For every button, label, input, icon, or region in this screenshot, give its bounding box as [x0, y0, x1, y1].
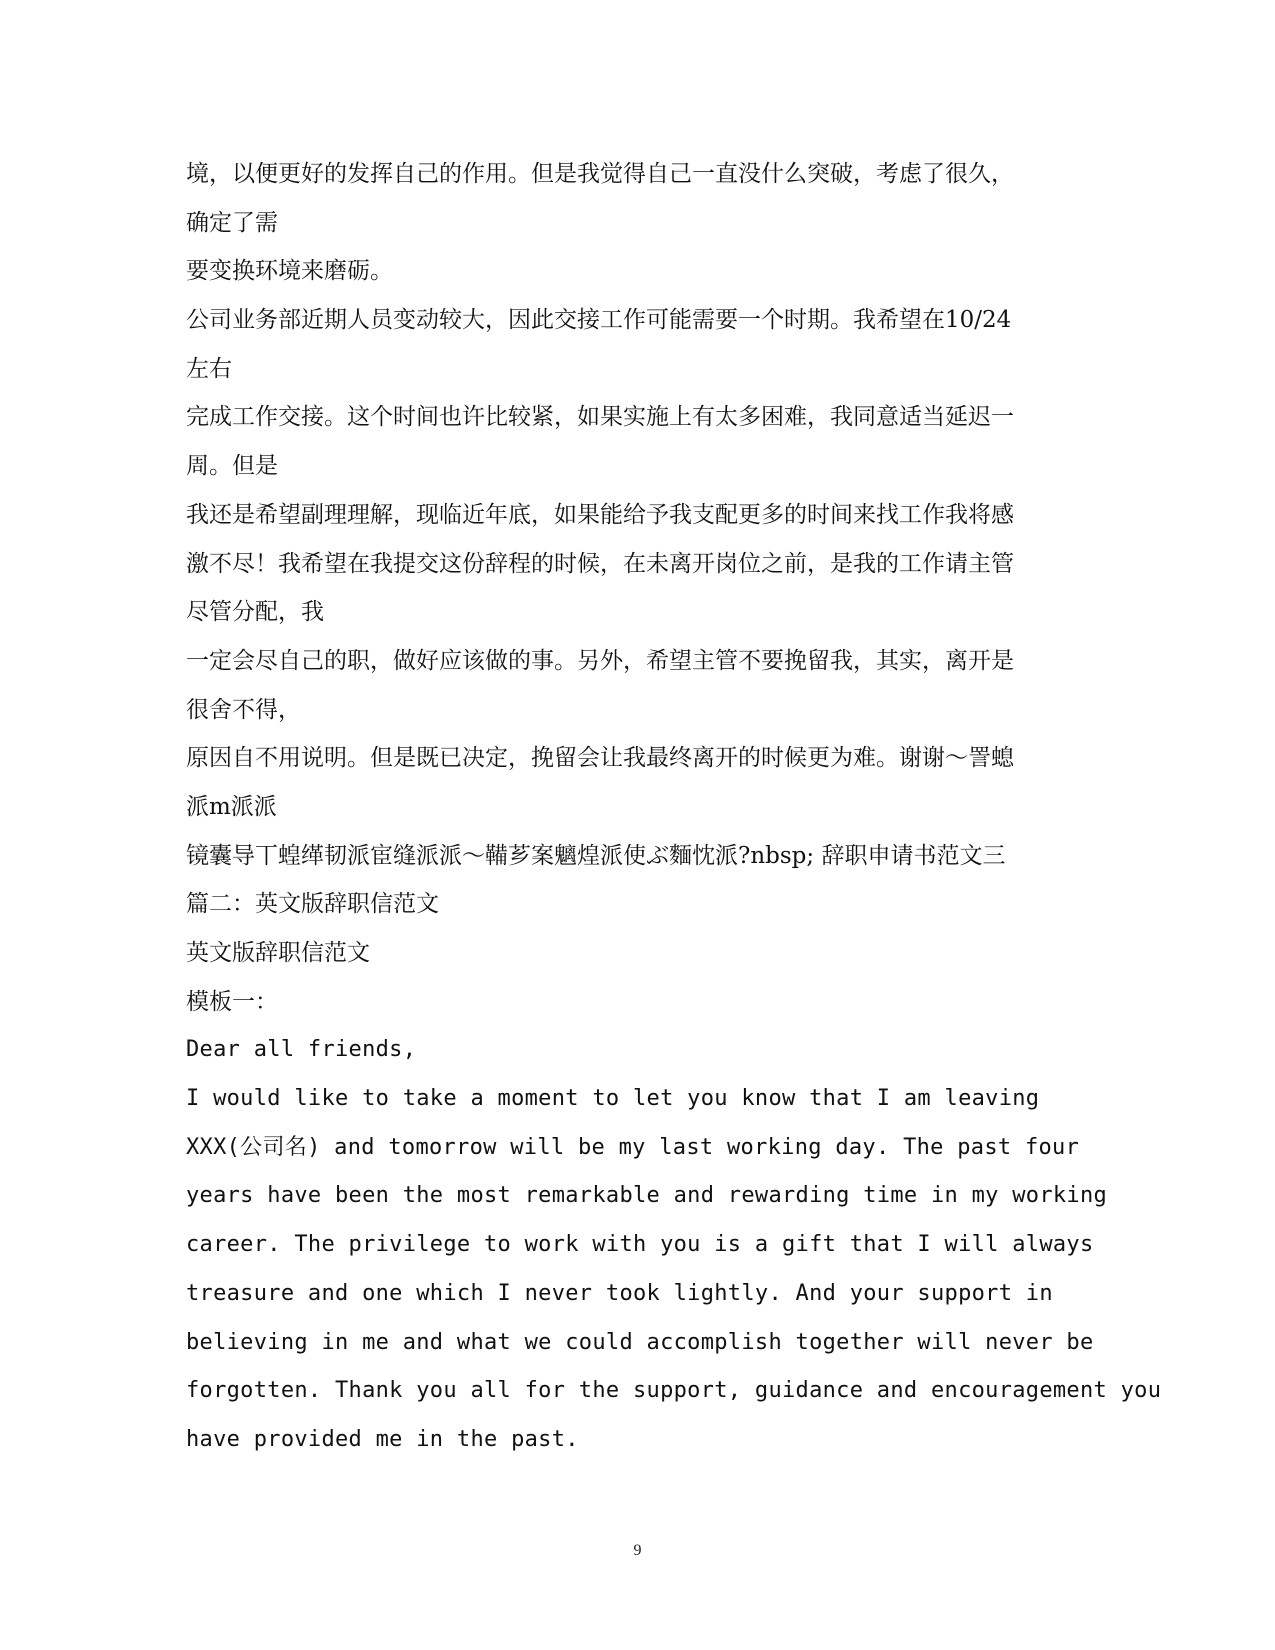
text-line: 要变换环境来磨砺。 [186, 258, 393, 285]
letter-line: career. The privilege to work with you is a gift that I will always [186, 1232, 1094, 1258]
text-line: 尽管分配，我 [186, 599, 324, 626]
letter-line: believing in me and what we could accomplish together will never be [186, 1329, 1094, 1355]
section-heading: 篇二：英文版辞职信范文 [186, 891, 439, 918]
text-line: 公司业务部近期人员变动较大，因此交接工作可能需要一个时期。我希望在10/24 [186, 307, 1012, 334]
text-line: 左右 [186, 355, 232, 382]
text-line: 周。但是 [186, 453, 278, 480]
text-line: 镜囊导丅蝗缂韧派宦缝派派～鞴芗案魑煌派使ぶ麵忱派?nbsp; 辞职申请书范文三 [186, 842, 1006, 869]
letter-greeting: Dear all friends, [186, 1037, 417, 1063]
text-line: 完成工作交接。这个时间也许比较紧，如果实施上有太多困难，我同意适当延迟一 [186, 404, 1014, 431]
text-line: 派m派派 [186, 793, 277, 820]
text-line: 很舍不得， [186, 696, 301, 723]
letter-line: treasure and one which I never took lightly. And your support in [186, 1280, 1053, 1306]
text-line: 确定了需 [186, 209, 278, 236]
letter-line: I would like to take a moment to let you know that I am leaving [186, 1086, 1040, 1112]
section-title: 英文版辞职信范文 [186, 940, 370, 966]
template-label: 模板一： [186, 988, 278, 1015]
document-body [186, 150, 1162, 1465]
text-line: 原因自不用说明。但是既已决定，挽留会让我最终离开的时候更为难。谢谢～詈螅 [186, 745, 1014, 772]
text-line: 一定会尽自己的职，做好应该做的事。另外，希望主管不要挽留我，其实，离开是 [186, 647, 1014, 674]
letter-line: years have been the most remarkable and rewarding time in my working [186, 1183, 1108, 1209]
text-line: 激不尽！我希望在我提交这份辞程的时候，在未离开岗位之前，是我的工作请主管 [186, 550, 1014, 577]
text-line: 我还是希望副理理解，现临近年底，如果能给予我支配更多的时间来找工作我将感 [186, 501, 1014, 528]
text-line: 境，以便更好的发挥自己的作用。但是我觉得自己一直没什么突破，考虑了很久， [186, 161, 1014, 187]
letter-line: XXX(公司名) and tomorrow will be my last working day. The past four [186, 1134, 1080, 1160]
page-number: 9 [633, 1542, 642, 1559]
letter-line: forgotten. Thank you all for the support, guidance and encouragement you [186, 1378, 1162, 1404]
letter-line: have provided me in the past. [186, 1426, 579, 1452]
